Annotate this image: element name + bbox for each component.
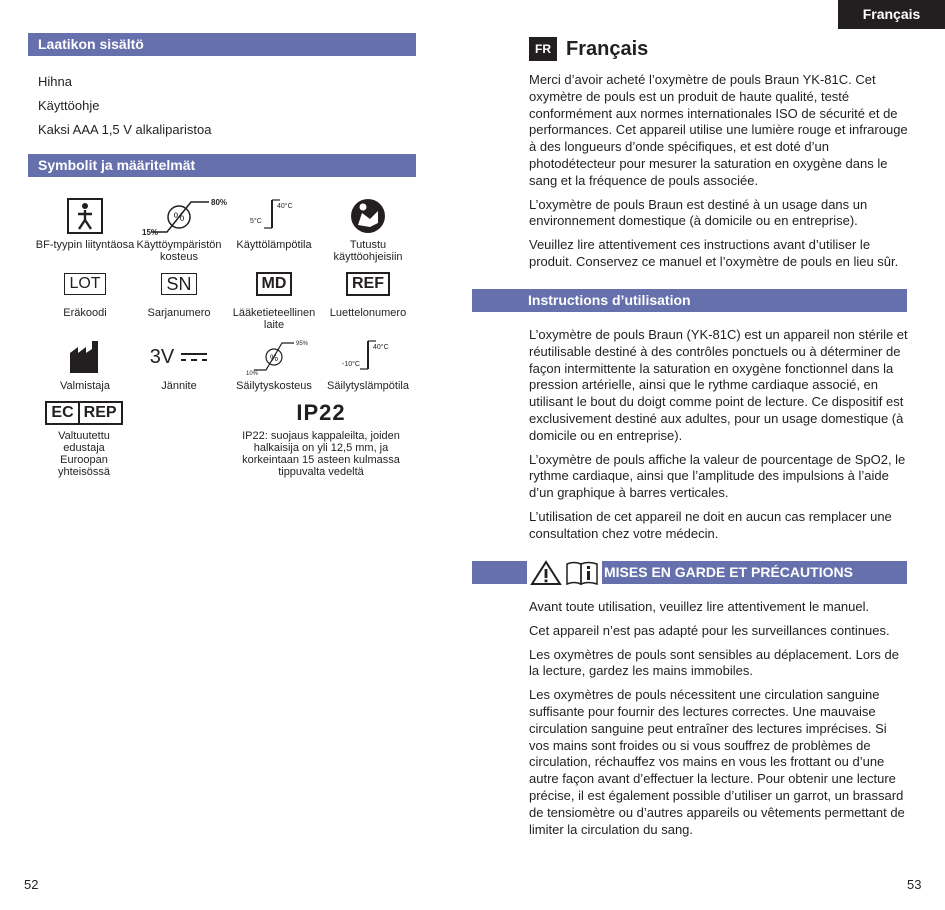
symbol-label: Lääketieteellinen laite bbox=[232, 307, 316, 331]
paragraph: Les oxymètres de pouls sont sensibles au déplacement. Lors de la lecture, gardez les mains immobiles. bbox=[529, 646, 899, 679]
symbol-bf-part bbox=[35, 196, 135, 251]
paragraph: L’oxymètre de pouls Braun (YK-81C) est un appareil non stérile et réutilisable destiné à des contrôles ponctuels ou à déterminer de façon intermittente la saturation en oxygène fonctionnel dans la pression artérielle, ainsi que le rythme cardiaque associé, en utilisant le bout du doigt comme point de lecture. Ce dispositif est exclusivement destiné aux adultes, pour un usage domestique (à domicile ou en entreprise). bbox=[529, 327, 908, 443]
paragraph: L’utilisation de cet appareil ne doit en aucun cas remplacer une consultation chez votre médecin. bbox=[529, 508, 892, 541]
info-book-icon bbox=[565, 560, 599, 586]
page-number-right: 53 bbox=[907, 877, 922, 892]
paragraph: Veuillez lire attentivement ces instructions avant d’utiliser le produit. Conservez ce manuel et l’oxymètre de pouls en lieu sûr. bbox=[529, 237, 899, 269]
paragraph: Avant toute utilisation, veuillez lire attentivement le manuel. bbox=[529, 599, 870, 614]
warnings-heading-bar bbox=[472, 561, 907, 584]
paragraph: Merci d’avoir acheté l’oxymètre de pouls Braun YK-81C. Cet oxymètre de pouls est un produit de haute qualité, testé conformément aux normes internationales ISO de sécurité et de performances. Cet appareil utilise une lumière rouge et infrarouge à des longueurs d’onde spécifiques, et est doté d’un photodétecteur pour mesurer la saturation en oxygène dans le sang et la fréquence de pouls associée. bbox=[529, 72, 908, 188]
list-item: Kaksi AAA 1,5 V alkaliparistoa bbox=[38, 122, 212, 137]
symbol-manufacturer bbox=[35, 337, 135, 392]
language-badge: FR bbox=[529, 37, 557, 61]
read-manual-icon bbox=[349, 197, 387, 235]
symbol-ip22 bbox=[236, 398, 406, 478]
symbol-storage-humidity bbox=[224, 337, 324, 392]
symbol-md bbox=[224, 264, 324, 331]
instructions-heading: Instructions d’utilisation bbox=[472, 289, 907, 312]
symbols-heading: Symbolit ja määritelmät bbox=[28, 154, 416, 177]
symbol-label: Valtuutettu edustaja Euroopan yhteisössä bbox=[58, 430, 110, 478]
symbol-label: Luettelonumero bbox=[329, 307, 407, 319]
md-icon: MD bbox=[256, 272, 293, 296]
page-number-left: 52 bbox=[24, 877, 39, 892]
storage-temp-min: -10°C bbox=[342, 361, 360, 368]
symbol-label: Valmistaja bbox=[60, 380, 110, 392]
symbol-lot bbox=[35, 264, 135, 319]
paragraph: L’oxymètre de pouls Braun est destiné à un usage dans un environnement domestique (à domicile ou en entreprise). bbox=[529, 196, 868, 229]
warning-triangle-icon bbox=[530, 560, 562, 586]
storage-hum-max: 95% bbox=[296, 341, 309, 347]
symbol-label: Tutustu käyttöohjeisiin bbox=[333, 239, 403, 263]
symbol-voltage bbox=[129, 337, 229, 392]
page-title: Français bbox=[566, 37, 649, 60]
list-item: Käyttöohje bbox=[38, 98, 100, 113]
bf-type-icon bbox=[66, 197, 104, 235]
ec-rep-icon: EC REP bbox=[45, 401, 122, 425]
symbol-label: Käyttöympäristön kosteus bbox=[136, 239, 222, 263]
language-tab: Français bbox=[838, 0, 945, 29]
symbol-label: Jännite bbox=[161, 380, 197, 392]
temperature-icon bbox=[244, 196, 304, 236]
symbol-read-manual bbox=[318, 196, 418, 263]
paragraph: Les oxymètres de pouls nécessitent une circulation sanguine suffisante pour fournir des lectures correctes. Une mauvaise circulation sanguine peut entraîner des lectures imprécises. Si vos mains sont froides ou si vous souffrez de problèmes de circulation, réchauffez vos mains en vous les frottant ou d’une autre façon avant d’effectuer la lecture. Pour obtenir une lecture précise, il est également possible d’utiliser un garrot, un brassard de tensiomètre ou d’autres appareils ou vêtements permettant de limiter la circulation du sang. bbox=[529, 687, 905, 837]
voltage-value: 3V bbox=[149, 346, 175, 368]
box-contents-list bbox=[38, 70, 211, 142]
symbol-label: BF-tyypin liityntäosa bbox=[35, 239, 135, 251]
intro-text bbox=[529, 72, 909, 278]
symbol-label: Säilytyskosteus bbox=[236, 380, 312, 392]
symbol-ec-rep bbox=[35, 398, 133, 478]
storage-temp-max: 40°C bbox=[373, 344, 389, 351]
box-contents-heading: Laatikon sisältö bbox=[28, 33, 416, 56]
manufacturer-icon bbox=[68, 339, 102, 375]
storage-temperature-icon bbox=[338, 337, 398, 377]
storage-hum-min: 10% bbox=[246, 371, 259, 377]
symbol-label: Säilytyslämpötila bbox=[327, 380, 409, 392]
symbol-temperature bbox=[224, 196, 324, 251]
symbol-ref bbox=[318, 264, 418, 319]
humidity-min: 15% bbox=[142, 228, 159, 237]
paragraph: Cet appareil n’est pas adapté pour les surveillances continues. bbox=[529, 622, 890, 638]
symbol-label: Sarjanumero bbox=[147, 307, 211, 319]
temp-max: 40°C bbox=[277, 203, 293, 210]
symbol-storage-temp bbox=[318, 337, 418, 392]
section-header bbox=[529, 37, 648, 61]
warnings-heading: MISES EN GARDE ET PRÉCAUTIONS bbox=[604, 564, 853, 580]
symbol-label: IP22: suojaus kappaleilta, joiden halkaisija on yli 12,5 mm, ja korkeintaan 15 asteen kulmassa tippuvalta vedeltä bbox=[242, 430, 400, 478]
symbol-sn bbox=[129, 264, 229, 319]
sn-icon: SN bbox=[161, 273, 196, 295]
paragraph: L’oxymètre de pouls affiche la valeur de pourcentage de SpO2, le rythme cardiaque, ainsi que l’amplitude des impulsions à l’aide d’un graphique à barres verticales. bbox=[529, 451, 906, 501]
lot-icon: LOT bbox=[64, 273, 105, 295]
instructions-text bbox=[529, 327, 909, 550]
warnings-text bbox=[529, 599, 909, 845]
dc-current-icon bbox=[180, 350, 208, 364]
svg-text:%: % bbox=[269, 353, 279, 363]
symbol-label: Eräkoodi bbox=[63, 307, 107, 319]
storage-humidity-icon bbox=[234, 337, 314, 377]
warning-icons bbox=[527, 559, 602, 586]
list-item: Hihna bbox=[38, 74, 72, 89]
humidity-icon bbox=[139, 196, 228, 237]
symbol-label: Käyttölämpötila bbox=[236, 239, 312, 251]
ref-icon: REF bbox=[346, 272, 390, 296]
temp-min: 5°C bbox=[250, 218, 262, 225]
symbol-humidity bbox=[129, 196, 229, 263]
ip22-icon: IP22 bbox=[296, 400, 346, 425]
svg-text:%: % bbox=[173, 210, 185, 224]
humidity-max: 80% bbox=[211, 198, 228, 207]
